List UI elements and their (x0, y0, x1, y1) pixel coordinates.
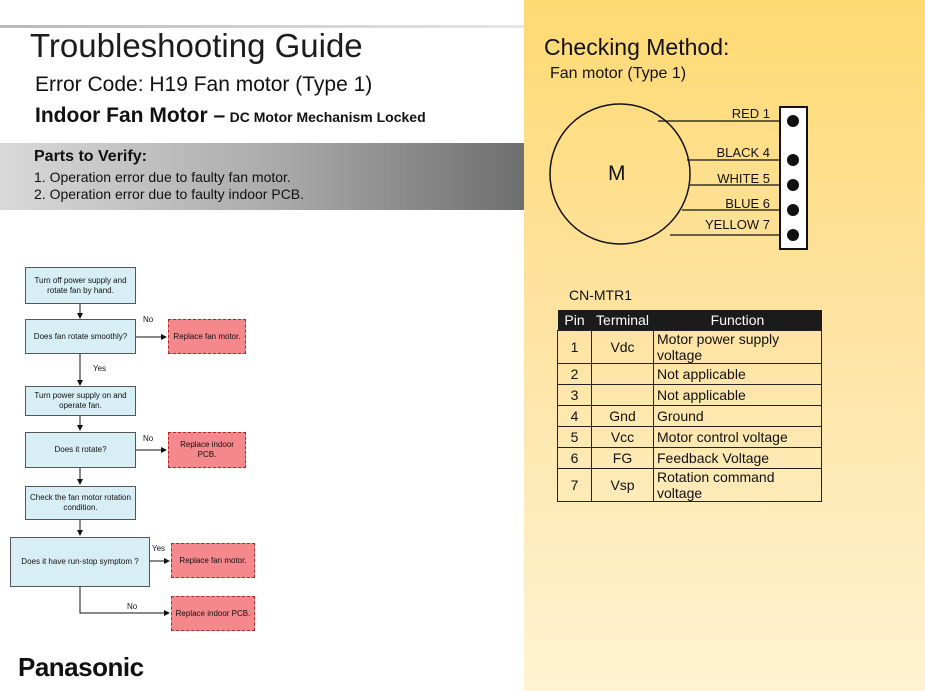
flow-decision-rotate: Does it rotate? (25, 432, 136, 468)
flow-label-yes: Yes (93, 364, 107, 373)
parts-item: 1. Operation error due to faulty fan motor. (34, 169, 291, 185)
table-row: 4 Gnd Ground (558, 406, 822, 427)
terminal-pin (787, 229, 799, 241)
wire-label-blue: BLUE 6 (725, 196, 770, 211)
table-row: 3 Not applicable (558, 385, 822, 406)
wire-label-yellow: YELLOW 7 (704, 217, 770, 232)
motor-symbol: M (608, 162, 626, 185)
flow-action-replace-fan-motor: Replace fan motor. (171, 543, 255, 578)
error-code-subtitle: Error Code: H19 Fan motor (Type 1) (35, 73, 373, 96)
table-row: 2 Not applicable (558, 364, 822, 385)
flow-step-power-off: Turn off power supply and rotate fan by hand. (25, 267, 136, 304)
connector-block (780, 107, 807, 249)
parts-heading: Parts to Verify: (34, 148, 147, 165)
flow-label-yes: Yes (152, 544, 166, 553)
flow-action-replace-fan-motor: Replace fan motor. (168, 319, 246, 354)
flow-label-no: No (143, 315, 154, 324)
motor-subtitle: DC Motor Mechanism Locked (229, 109, 426, 125)
flow-label-no: No (143, 434, 154, 443)
column-header-pin: Pin (558, 310, 592, 331)
motor-wiring-diagram (524, 95, 824, 255)
table-row: 6 FG Feedback Voltage (558, 448, 822, 469)
flow-action-replace-indoor-pcb: Replace indoor PCB. (168, 432, 246, 468)
page-title: Troubleshooting Guide (30, 27, 363, 64)
table-row: 5 Vcc Motor control voltage (558, 427, 822, 448)
terminal-pin (787, 115, 799, 127)
flow-step-check-rotation: Check the fan motor rotation condition. (25, 486, 136, 520)
checking-method-title: Checking Method: (544, 34, 730, 60)
flow-decision-fan-smooth: Does fan rotate smoothly? (25, 319, 136, 354)
terminal-pin (787, 179, 799, 191)
wire-label-red: RED 1 (731, 106, 770, 121)
flow-decision-run-stop: Does it have run-stop symptom ? (10, 537, 150, 587)
table-header-row (558, 310, 822, 331)
table-row: 7 Vsp Rotation command voltage (558, 469, 822, 502)
table-row: 1 Vdc Motor power supply voltage (558, 331, 822, 364)
parts-item: 2. Operation error due to faulty indoor PCB. (34, 186, 305, 202)
terminal-pin (787, 204, 799, 216)
wire-label-white: WHITE 5 (717, 171, 770, 186)
flow-action-replace-indoor-pcb: Replace indoor PCB. (171, 596, 255, 631)
flow-step-power-on: Turn power supply on and operate fan. (25, 386, 136, 416)
connector-table-title: CN-MTR1 (569, 287, 632, 303)
column-header-terminal: Terminal (592, 310, 654, 331)
terminal-pin (787, 154, 799, 166)
wire-label-black: BLACK 4 (716, 145, 770, 160)
column-header-function: Function (654, 310, 822, 331)
motor-title: Indoor Fan Motor – (35, 104, 226, 127)
flow-label-no: No (127, 602, 138, 611)
checking-method-subtitle: Fan motor (Type 1) (550, 65, 687, 82)
connector-pin-table (557, 310, 822, 502)
panasonic-logo: Panasonic (18, 652, 144, 682)
